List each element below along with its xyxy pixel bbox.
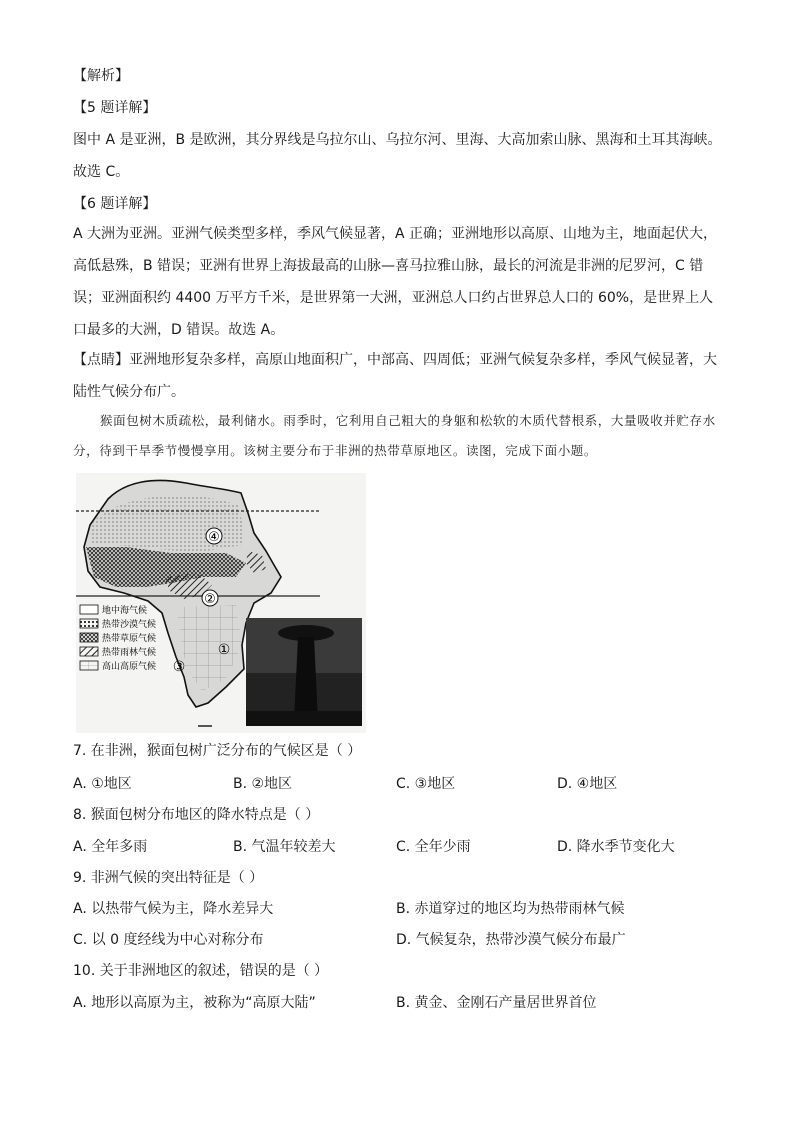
legend-label-desert: 热带沙漠气候 [102, 620, 157, 630]
q5-header: 【5 题详解】 [73, 100, 157, 116]
legend-swatch-savanna [80, 633, 98, 642]
q5-explanation: 图中 A 是亚洲，B 是欧洲，其分界线是乌拉尔山、乌拉尔河、里海、大高加索山脉、黑海和土耳其海峡。故选 C。 [73, 132, 722, 180]
legend-label-savanna: 热带草原气候 [102, 634, 157, 644]
legend-swatch-desert [80, 619, 98, 628]
q7-option-b[interactable]: B. ②地区 [233, 776, 293, 792]
map-marker-4: ④ [208, 530, 220, 545]
q10-option-a[interactable]: A. 地形以高原为主，被称为“高原大陆” [73, 995, 316, 1011]
q9-option-a[interactable]: A. 以热带气候为主，降水差异大 [73, 901, 274, 917]
map-legend [80, 604, 156, 672]
q9-option-c[interactable]: C. 以 0 度经线为中心对称分布 [73, 932, 264, 948]
q10-option-b[interactable]: B. 黄金、金刚石产量居世界首位 [396, 995, 597, 1011]
q6-header: 【6 题详解】 [73, 196, 157, 212]
q8-option-c[interactable]: C. 全年少雨 [396, 839, 471, 855]
q9-option-d[interactable]: D. 气候复杂，热带沙漠气候分布最广 [396, 932, 626, 948]
baobab-photo [246, 618, 362, 726]
legend-label-highland: 高山高原气候 [102, 662, 157, 672]
q7-option-d[interactable]: D. ④地区 [557, 776, 618, 792]
map-marker-3: ③ [172, 659, 186, 675]
legend-swatch-highland [80, 661, 98, 670]
baobab-passage: 猴面包树木质疏松，最利储水。雨季时，它利用自己粗大的身躯和松软的木质代替根系，大量吸收并贮存水分，待到干旱季节慢慢享用。该树主要分布于非洲的热带草原地区。读图，完成下面小题。 [73, 413, 716, 458]
question-7-stem: 7. 在非洲，猴面包树广泛分布的气候区是（ ） [73, 743, 362, 759]
analysis-header: 【解析】 [73, 68, 129, 84]
question-10-stem: 10. 关于非洲地区的叙述，错误的是（ ） [73, 963, 329, 979]
q6-explanation: A 大洲为亚洲。亚洲气候类型多样，季风气候显著，A 正确；亚洲地形以高原、山地为主，地面起伏大，高低悬殊，B 错误；亚洲有世界上海拔最高的山脉—喜马拉雅山脉，最长的河流是非洲的尼罗河，C 错误；亚洲面积约 4400 万平方千米，是世界第一大洲，亚洲总人口约占世界总人口的 60%，是世界上人口最多的大洲，D 错误。故选 A。 [73, 226, 718, 338]
legend-label-rainforest: 热带雨林气候 [102, 648, 157, 658]
map-marker-1: ① [217, 642, 231, 658]
q7-option-c[interactable]: C. ③地区 [396, 776, 456, 792]
q8-option-a[interactable]: A. 全年多雨 [73, 839, 148, 855]
q7-option-a[interactable]: A. ①地区 [73, 776, 132, 792]
q9-option-b[interactable]: B. 赤道穿过的地区均为热带雨林气候 [396, 901, 625, 917]
question-8-stem: 8. 猴面包树分布地区的降水特点是（ ） [73, 807, 320, 823]
map-marker-2: ② [204, 592, 216, 607]
q6-tip: 【点睛】亚洲地形复杂多样，高原山地面积广，中部高、四周低；亚洲气候复杂多样，季风气候显著，大陆性气候分布广。 [73, 352, 717, 400]
africa-climate-map-figure [76, 473, 366, 733]
question-9-stem: 9. 非洲气候的突出特征是（ ） [73, 870, 264, 886]
legend-swatch-mediterranean [80, 605, 98, 614]
legend-swatch-rainforest [80, 647, 98, 656]
q8-option-d[interactable]: D. 降水季节变化大 [557, 839, 675, 855]
q8-option-b[interactable]: B. 气温年较差大 [233, 839, 336, 855]
legend-label-mediterranean: 地中海气候 [102, 606, 148, 616]
